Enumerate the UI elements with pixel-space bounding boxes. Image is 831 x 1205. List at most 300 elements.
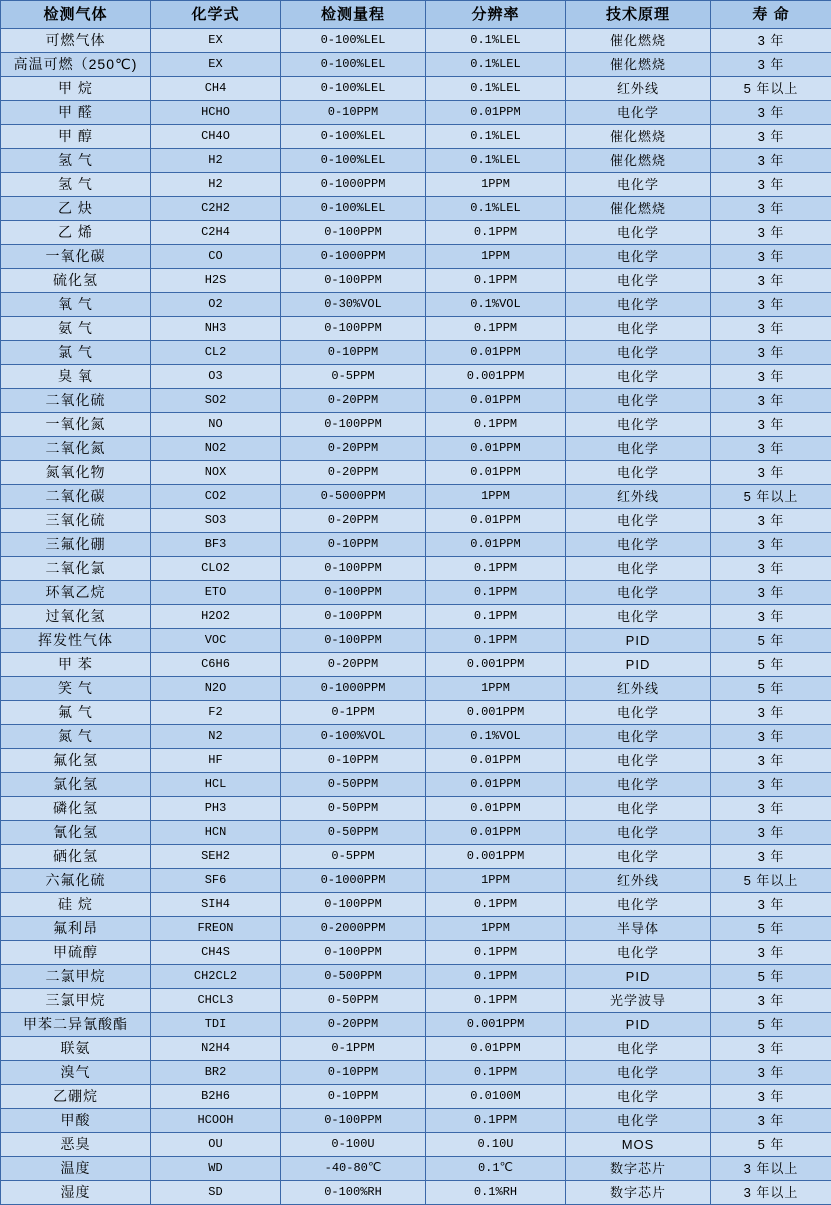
cell-formula: CO [151,245,281,269]
cell-resolution: 0.1%VOL [426,293,566,317]
table-row [1,1109,831,1133]
cell-gas-name: 挥发性气体 [1,629,151,653]
cell-range: 0-50PPM [281,989,426,1013]
cell-gas-name: 甲 苯 [1,653,151,677]
cell-resolution: 0.001PPM [426,701,566,725]
cell-gas-name: 乙 炔 [1,197,151,221]
cell-range: 0-100PPM [281,941,426,965]
table-row [1,1061,831,1085]
cell-lifetime: 5 年 [711,653,831,677]
cell-principle: 电化学 [566,1037,711,1061]
cell-gas-name: 氟化氢 [1,749,151,773]
cell-principle: 电化学 [566,413,711,437]
table-row [1,821,831,845]
cell-range: 0-10PPM [281,749,426,773]
cell-lifetime: 3 年 [711,1037,831,1061]
cell-principle: 电化学 [566,317,711,341]
table-row [1,989,831,1013]
cell-lifetime: 3 年 [711,533,831,557]
table-row [1,629,831,653]
table-row [1,725,831,749]
cell-formula: ETO [151,581,281,605]
cell-gas-name: 二氧化氯 [1,557,151,581]
cell-range: 0-10PPM [281,533,426,557]
cell-principle: 催化燃烧 [566,53,711,77]
cell-resolution: 0.1%LEL [426,125,566,149]
cell-range: 0-100U [281,1133,426,1157]
cell-resolution: 0.1%LEL [426,29,566,53]
cell-gas-name: 二氧化硫 [1,389,151,413]
cell-principle: 电化学 [566,1085,711,1109]
cell-lifetime: 3 年以上 [711,1181,831,1205]
cell-lifetime: 3 年 [711,317,831,341]
table-row [1,869,831,893]
table-row [1,1181,831,1205]
cell-resolution: 0.1PPM [426,269,566,293]
cell-resolution: 0.01PPM [426,461,566,485]
cell-principle: 数字芯片 [566,1181,711,1205]
table-row [1,773,831,797]
cell-formula: BF3 [151,533,281,557]
cell-resolution: 0.01PPM [426,749,566,773]
cell-range: 0-20PPM [281,461,426,485]
cell-principle: 电化学 [566,293,711,317]
cell-formula: HCN [151,821,281,845]
cell-lifetime: 3 年 [711,125,831,149]
cell-lifetime: 3 年 [711,341,831,365]
table-row [1,1133,831,1157]
table-row [1,653,831,677]
cell-formula: HF [151,749,281,773]
cell-resolution: 0.1%VOL [426,725,566,749]
table-row [1,29,831,53]
cell-principle: 电化学 [566,941,711,965]
cell-lifetime: 3 年 [711,461,831,485]
table-row [1,197,831,221]
cell-gas-name: 温度 [1,1157,151,1181]
cell-gas-name: 氯 气 [1,341,151,365]
cell-resolution: 0.1PPM [426,221,566,245]
table-row [1,557,831,581]
cell-principle: 电化学 [566,773,711,797]
cell-gas-name: 乙 烯 [1,221,151,245]
cell-gas-name: 三氟化硼 [1,533,151,557]
cell-principle: 电化学 [566,101,711,125]
table-row [1,941,831,965]
cell-formula: N2O [151,677,281,701]
cell-resolution: 0.01PPM [426,101,566,125]
cell-range: 0-100PPM [281,893,426,917]
cell-resolution: 0.1%LEL [426,53,566,77]
cell-range: 0-100PPM [281,221,426,245]
cell-range: 0-100PPM [281,413,426,437]
cell-resolution: 0.001PPM [426,653,566,677]
cell-formula: C2H4 [151,221,281,245]
cell-formula: H2O2 [151,605,281,629]
table-row [1,269,831,293]
cell-formula: OU [151,1133,281,1157]
cell-range: 0-100PPM [281,1109,426,1133]
cell-formula: CL2 [151,341,281,365]
cell-resolution: 0.01PPM [426,509,566,533]
cell-formula: CHCL3 [151,989,281,1013]
cell-range: 0-100%RH [281,1181,426,1205]
cell-lifetime: 3 年 [711,365,831,389]
cell-gas-name: 甲 烷 [1,77,151,101]
table-row [1,1013,831,1037]
cell-range: 0-1PPM [281,1037,426,1061]
cell-resolution: 0.01PPM [426,773,566,797]
cell-principle: 电化学 [566,1061,711,1085]
table-row [1,389,831,413]
cell-range: 0-100PPM [281,557,426,581]
cell-principle: PID [566,653,711,677]
cell-range: 0-500PPM [281,965,426,989]
cell-lifetime: 3 年 [711,605,831,629]
cell-principle: 红外线 [566,677,711,701]
cell-resolution: 1PPM [426,917,566,941]
cell-gas-name: 甲硫醇 [1,941,151,965]
cell-range: 0-20PPM [281,509,426,533]
cell-gas-name: 可燃气体 [1,29,151,53]
column-header-resolution: 分辨率 [426,1,566,29]
cell-range: 0-20PPM [281,1013,426,1037]
cell-range: 0-10PPM [281,341,426,365]
table-row [1,149,831,173]
table-row [1,749,831,773]
cell-resolution: 0.01PPM [426,797,566,821]
cell-gas-name: 过氧化氢 [1,605,151,629]
cell-gas-name: 三氧化硫 [1,509,151,533]
cell-lifetime: 3 年 [711,749,831,773]
cell-lifetime: 3 年 [711,269,831,293]
cell-formula: HCHO [151,101,281,125]
cell-gas-name: 氧 气 [1,293,151,317]
table-row [1,605,831,629]
cell-resolution: 0.1%LEL [426,149,566,173]
cell-principle: 电化学 [566,797,711,821]
cell-formula: C6H6 [151,653,281,677]
cell-resolution: 1PPM [426,245,566,269]
cell-formula: VOC [151,629,281,653]
cell-principle: 电化学 [566,1109,711,1133]
cell-formula: CH4 [151,77,281,101]
cell-resolution: 0.1PPM [426,581,566,605]
cell-formula: CH4S [151,941,281,965]
cell-resolution: 0.1PPM [426,1061,566,1085]
cell-resolution: 0.001PPM [426,365,566,389]
cell-lifetime: 3 年 [711,1109,831,1133]
cell-resolution: 0.001PPM [426,1013,566,1037]
cell-range: 0-20PPM [281,389,426,413]
cell-principle: 电化学 [566,749,711,773]
cell-formula: CO2 [151,485,281,509]
cell-gas-name: 氢 气 [1,149,151,173]
cell-resolution: 0.1PPM [426,965,566,989]
cell-lifetime: 3 年 [711,821,831,845]
cell-principle: 电化学 [566,437,711,461]
cell-formula: SO2 [151,389,281,413]
cell-lifetime: 3 年 [711,293,831,317]
cell-resolution: 0.01PPM [426,821,566,845]
cell-gas-name: 氟 气 [1,701,151,725]
cell-gas-name: 乙硼烷 [1,1085,151,1109]
cell-lifetime: 3 年 [711,941,831,965]
cell-lifetime: 3 年 [711,53,831,77]
cell-lifetime: 3 年 [711,197,831,221]
cell-gas-name: 硅 烷 [1,893,151,917]
cell-gas-name: 三氯甲烷 [1,989,151,1013]
cell-lifetime: 3 年 [711,29,831,53]
cell-formula: SEH2 [151,845,281,869]
cell-formula: NO2 [151,437,281,461]
cell-resolution: 0.1PPM [426,941,566,965]
cell-lifetime: 3 年 [711,413,831,437]
cell-formula: EX [151,53,281,77]
cell-principle: 电化学 [566,581,711,605]
cell-range: 0-1000PPM [281,677,426,701]
cell-resolution: 0.10U [426,1133,566,1157]
cell-resolution: 0.1PPM [426,893,566,917]
cell-formula: NO [151,413,281,437]
cell-gas-name: 一氧化氮 [1,413,151,437]
cell-principle: 红外线 [566,869,711,893]
cell-resolution: 0.1℃ [426,1157,566,1181]
cell-gas-name: 二氧化氮 [1,437,151,461]
cell-principle: 电化学 [566,365,711,389]
cell-gas-name: 甲 醛 [1,101,151,125]
cell-resolution: 0.1PPM [426,557,566,581]
cell-resolution: 1PPM [426,173,566,197]
cell-range: -40-80℃ [281,1157,426,1181]
table-row [1,677,831,701]
table-row [1,53,831,77]
cell-range: 0-50PPM [281,821,426,845]
cell-range: 0-100%LEL [281,197,426,221]
cell-formula: O3 [151,365,281,389]
cell-lifetime: 3 年 [711,725,831,749]
cell-lifetime: 5 年以上 [711,485,831,509]
cell-principle: MOS [566,1133,711,1157]
cell-principle: 催化燃烧 [566,149,711,173]
cell-principle: 催化燃烧 [566,125,711,149]
cell-formula: EX [151,29,281,53]
cell-resolution: 0.1PPM [426,1109,566,1133]
table-row [1,485,831,509]
cell-lifetime: 3 年 [711,437,831,461]
cell-resolution: 0.1PPM [426,317,566,341]
cell-lifetime: 5 年 [711,1013,831,1037]
cell-range: 0-100%LEL [281,149,426,173]
cell-gas-name: 氰化氢 [1,821,151,845]
cell-lifetime: 3 年 [711,1061,831,1085]
cell-gas-name: 氢 气 [1,173,151,197]
cell-lifetime: 3 年 [711,893,831,917]
table-row [1,365,831,389]
cell-range: 0-2000PPM [281,917,426,941]
cell-resolution: 0.01PPM [426,341,566,365]
cell-gas-name: 恶臭 [1,1133,151,1157]
cell-resolution: 0.01PPM [426,1037,566,1061]
cell-resolution: 0.01PPM [426,389,566,413]
table-row [1,509,831,533]
cell-range: 0-100PPM [281,317,426,341]
table-row [1,533,831,557]
cell-formula: SIH4 [151,893,281,917]
table-row [1,1157,831,1181]
cell-range: 0-100PPM [281,629,426,653]
cell-lifetime: 5 年 [711,917,831,941]
cell-principle: PID [566,629,711,653]
table-row [1,917,831,941]
cell-gas-name: 六氟化硫 [1,869,151,893]
cell-gas-name: 硒化氢 [1,845,151,869]
table-row [1,581,831,605]
cell-principle: 半导体 [566,917,711,941]
cell-lifetime: 3 年 [711,845,831,869]
cell-range: 0-100%LEL [281,77,426,101]
cell-resolution: 0.01PPM [426,437,566,461]
cell-formula: H2 [151,173,281,197]
cell-gas-name: 硫化氢 [1,269,151,293]
cell-range: 0-100%LEL [281,125,426,149]
cell-gas-name: 甲苯二异氰酸酯 [1,1013,151,1037]
cell-range: 0-1000PPM [281,173,426,197]
cell-lifetime: 3 年 [711,101,831,125]
cell-gas-name: 臭 氧 [1,365,151,389]
cell-range: 0-1000PPM [281,245,426,269]
cell-lifetime: 5 年以上 [711,869,831,893]
cell-resolution: 0.1PPM [426,605,566,629]
cell-range: 0-10PPM [281,1061,426,1085]
cell-formula: CH2CL2 [151,965,281,989]
cell-lifetime: 3 年 [711,557,831,581]
cell-formula: H2S [151,269,281,293]
cell-principle: 数字芯片 [566,1157,711,1181]
cell-resolution: 1PPM [426,677,566,701]
cell-resolution: 0.001PPM [426,845,566,869]
cell-range: 0-20PPM [281,437,426,461]
cell-principle: 催化燃烧 [566,29,711,53]
table-row [1,461,831,485]
cell-principle: 红外线 [566,485,711,509]
cell-resolution: 1PPM [426,869,566,893]
cell-resolution: 0.1PPM [426,629,566,653]
cell-resolution: 0.1%LEL [426,197,566,221]
cell-gas-name: 氟利昂 [1,917,151,941]
cell-lifetime: 5 年 [711,965,831,989]
table-row [1,965,831,989]
cell-lifetime: 5 年 [711,677,831,701]
cell-formula: NH3 [151,317,281,341]
cell-lifetime: 3 年 [711,773,831,797]
cell-range: 0-1PPM [281,701,426,725]
cell-formula: NOX [151,461,281,485]
cell-gas-name: 笑 气 [1,677,151,701]
cell-gas-name: 二氯甲烷 [1,965,151,989]
column-header-range: 检测量程 [281,1,426,29]
cell-range: 0-100%LEL [281,29,426,53]
cell-principle: 催化燃烧 [566,197,711,221]
cell-resolution: 0.1%LEL [426,77,566,101]
cell-lifetime: 3 年 [711,701,831,725]
cell-principle: 电化学 [566,845,711,869]
cell-range: 0-20PPM [281,653,426,677]
cell-formula: F2 [151,701,281,725]
cell-formula: N2 [151,725,281,749]
cell-principle: 电化学 [566,389,711,413]
cell-principle: 电化学 [566,461,711,485]
cell-formula: CLO2 [151,557,281,581]
column-header-formula: 化学式 [151,1,281,29]
cell-gas-name: 环氧乙烷 [1,581,151,605]
cell-formula: B2H6 [151,1085,281,1109]
table-row [1,845,831,869]
cell-formula: WD [151,1157,281,1181]
cell-formula: O2 [151,293,281,317]
cell-range: 0-5PPM [281,365,426,389]
table-row [1,701,831,725]
cell-lifetime: 3 年 [711,389,831,413]
cell-formula: HCL [151,773,281,797]
cell-range: 0-10PPM [281,1085,426,1109]
cell-lifetime: 3 年 [711,581,831,605]
table-row [1,317,831,341]
cell-lifetime: 5 年 [711,629,831,653]
cell-gas-name: 氮 气 [1,725,151,749]
cell-principle: 电化学 [566,701,711,725]
cell-lifetime: 3 年 [711,149,831,173]
table-row [1,893,831,917]
cell-lifetime: 3 年以上 [711,1157,831,1181]
cell-range: 0-5000PPM [281,485,426,509]
table-row [1,1085,831,1109]
cell-range: 0-100PPM [281,581,426,605]
cell-resolution: 0.1PPM [426,413,566,437]
cell-resolution: 1PPM [426,485,566,509]
cell-formula: SF6 [151,869,281,893]
cell-lifetime: 3 年 [711,173,831,197]
table-row [1,341,831,365]
cell-gas-name: 甲 醇 [1,125,151,149]
cell-principle: 电化学 [566,509,711,533]
cell-range: 0-50PPM [281,797,426,821]
table-row [1,125,831,149]
cell-principle: PID [566,1013,711,1037]
cell-lifetime: 5 年 [711,1133,831,1157]
cell-gas-name: 二氧化碳 [1,485,151,509]
cell-lifetime: 3 年 [711,1085,831,1109]
cell-formula: TDI [151,1013,281,1037]
cell-principle: 电化学 [566,269,711,293]
cell-lifetime: 3 年 [711,221,831,245]
table-row [1,77,831,101]
cell-formula: SD [151,1181,281,1205]
column-header-principle: 技术原理 [566,1,711,29]
cell-formula: CH4O [151,125,281,149]
table-row [1,221,831,245]
column-header-lifetime: 寿 命 [711,1,831,29]
cell-formula: N2H4 [151,1037,281,1061]
cell-resolution: 0.1PPM [426,989,566,1013]
cell-principle: 光学波导 [566,989,711,1013]
cell-resolution: 0.0100M [426,1085,566,1109]
cell-gas-name: 一氧化碳 [1,245,151,269]
cell-principle: 红外线 [566,77,711,101]
cell-principle: 电化学 [566,605,711,629]
table-row [1,1037,831,1061]
cell-range: 0-1000PPM [281,869,426,893]
